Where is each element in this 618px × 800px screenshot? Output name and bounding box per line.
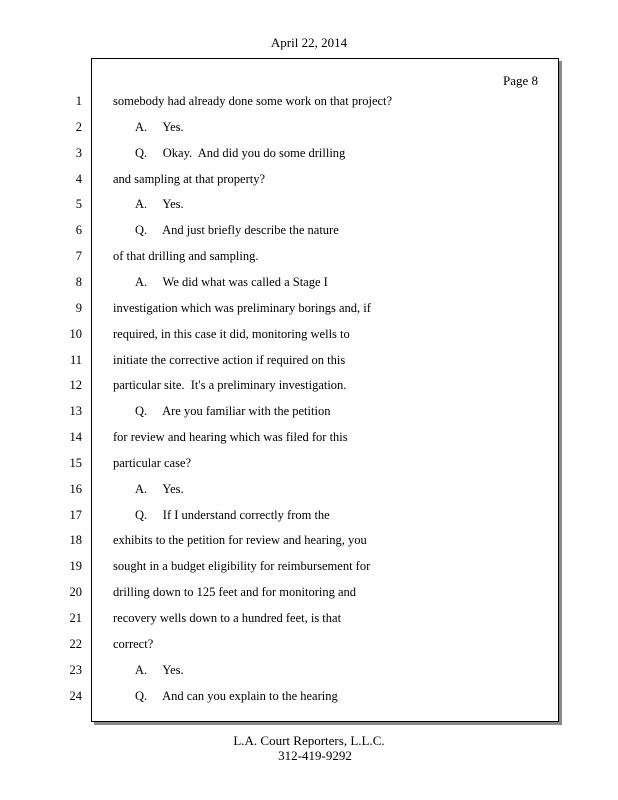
page-number: Page 8 [503,73,539,88]
transcript-line: Q. Okay. And did you do some drilling [135,146,346,160]
transcript-line: Q. Are you familiar with the petition [135,404,331,418]
transcript-line: investigation which was preliminary borings and, if [113,301,371,315]
line-number: 19 [69,559,82,573]
line-number: 15 [69,456,82,470]
transcript-line: sought in a budget eligibility for reimbursement for [113,559,371,573]
line-number: 6 [75,223,82,237]
line-number: 22 [69,637,82,651]
transcript-line: particular site. It's a preliminary investigation. [113,378,347,392]
line-number: 5 [75,197,82,211]
transcript-line: drilling down to 125 feet and for monitoring and [113,585,357,599]
transcript-line: of that drilling and sampling. [113,249,259,263]
footer-phone: 312-419-9292 [278,748,352,763]
transcript-line: exhibits to the petition for review and hearing, you [113,533,367,547]
transcript-line: and sampling at that property? [113,172,266,186]
transcript-line: A. We did what was called a Stage I [135,275,328,289]
transcript-line: initiate the corrective action if required on this [113,353,346,367]
transcript-line: Q. If I understand correctly from the [135,508,330,522]
line-number: 13 [69,404,82,418]
transcript-line: Q. And can you explain to the hearing [135,689,338,703]
transcript-line: Q. And just briefly describe the nature [135,223,339,237]
line-number: 1 [75,94,82,108]
transcript-line: particular case? [113,456,192,470]
transcript-line: recovery wells down to a hundred feet, is that [113,611,342,625]
line-number: 24 [69,689,82,703]
transcript-line: A. Yes. [135,120,184,134]
transcript-line: A. Yes. [135,482,184,496]
line-number: 7 [75,249,82,263]
line-number: 21 [69,611,82,625]
line-number: 18 [69,533,82,547]
line-number: 11 [69,353,82,367]
line-number: 14 [69,430,82,444]
footer-company: L.A. Court Reporters, L.L.C. [233,733,385,748]
transcript-line: somebody had already done some work on that project? [113,94,393,108]
line-number: 3 [75,146,82,160]
transcript-line: A. Yes. [135,197,184,211]
line-number: 17 [69,508,82,522]
line-number: 20 [69,585,82,599]
line-number: 8 [75,275,82,289]
line-number: 23 [69,663,82,677]
line-number: 16 [69,482,82,496]
line-number: 4 [75,172,82,186]
transcript-line: required, in this case it did, monitoring wells to [113,327,350,341]
line-number: 10 [69,327,82,341]
transcript-line: for review and hearing which was filed for this [113,430,348,444]
line-number: 12 [69,378,82,392]
line-number: 2 [75,120,82,134]
transcript-line: A. Yes. [135,663,184,677]
line-number: 9 [75,301,82,315]
transcript-line: correct? [113,637,154,651]
transcript-date: April 22, 2014 [270,35,348,50]
